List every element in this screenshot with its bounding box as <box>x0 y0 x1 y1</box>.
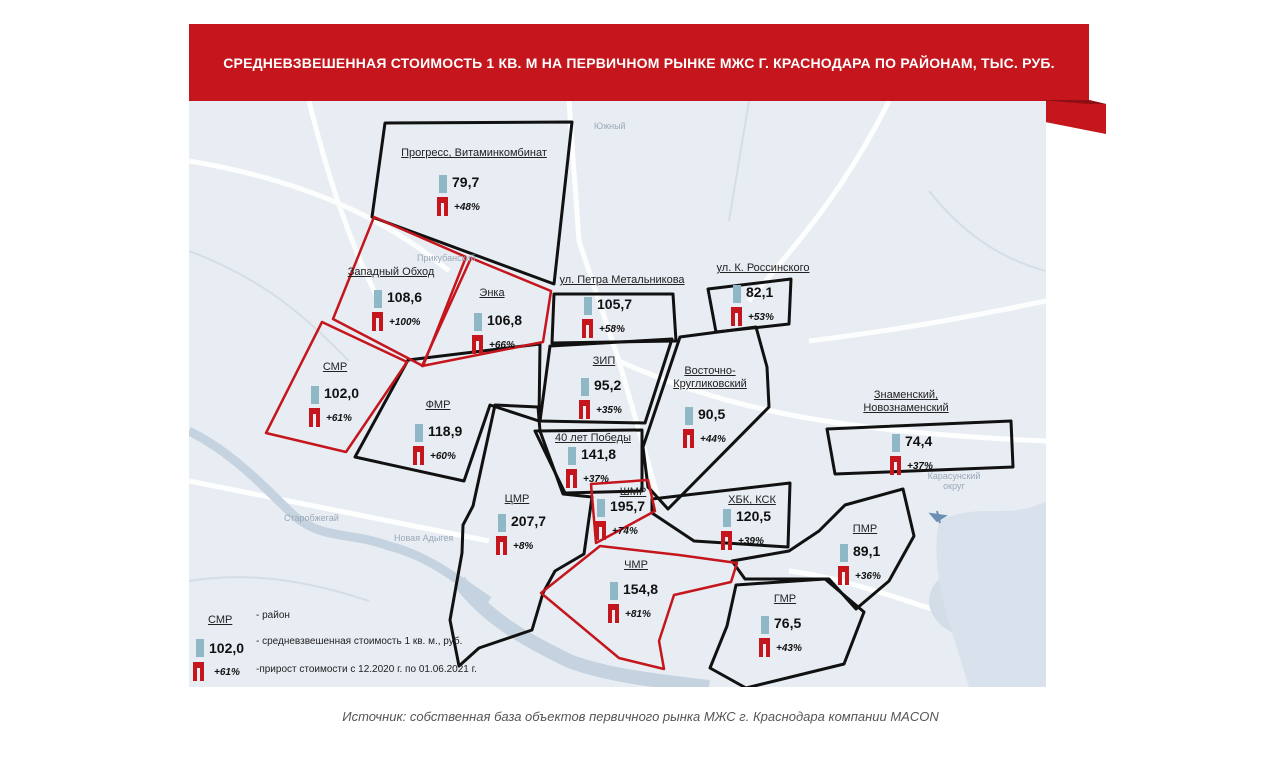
district-9-name: 40 лет Победы <box>555 432 631 444</box>
district-6-value-bar <box>581 378 589 396</box>
district-10-value-bar <box>892 434 900 452</box>
banner-ribbon-tail <box>1040 100 1110 136</box>
district-3-growth: +58% <box>599 324 625 335</box>
district-15-growth-arrow-icon <box>607 604 620 623</box>
district-6-name: ЗИП <box>592 355 616 367</box>
district-0-value: 79,7 <box>452 174 480 190</box>
district-5-value: 102,0 <box>324 385 360 401</box>
legend-value-bar <box>196 639 204 657</box>
district-13-value-bar <box>723 509 731 527</box>
district-10-growth-arrow-icon <box>889 456 902 475</box>
karasun-label: Карасунский округ <box>927 471 981 491</box>
district-2-value: 106,8 <box>487 312 523 328</box>
district-1-name: Западный Обход <box>347 266 435 278</box>
district-1-value: 108,6 <box>387 289 423 305</box>
district-13-value: 120,5 <box>736 508 772 524</box>
district-3-growth-arrow-icon <box>581 319 594 338</box>
district-0-growth-arrow-icon <box>436 197 449 216</box>
district-3-name: ул. Петра Метальникова <box>559 274 685 286</box>
district-4-growth: +53% <box>748 312 774 323</box>
district-7-value-bar <box>685 407 693 425</box>
district-11-growth: +74% <box>612 526 638 537</box>
district-13-growth: +39% <box>738 536 764 547</box>
district-2-growth: +66% <box>489 340 515 351</box>
district-12-value-bar <box>498 514 506 532</box>
district-5-name: СМР <box>322 361 348 373</box>
district-2-growth-arrow-icon <box>471 335 484 354</box>
district-16-growth: +43% <box>776 643 802 654</box>
district-7-growth: +44% <box>700 434 726 445</box>
district-12-value: 207,7 <box>511 513 547 529</box>
district-10-growth: +37% <box>907 461 933 472</box>
district-3-value: 105,7 <box>597 296 633 312</box>
district-8-name: ФМР <box>425 399 451 411</box>
district-2-value-bar <box>474 313 482 331</box>
district-4-value: 82,1 <box>746 284 774 300</box>
legend-label-district: - район <box>256 610 290 621</box>
district-map <box>189 101 1046 687</box>
district-16-value: 76,5 <box>774 615 802 631</box>
district-11-name: ШМР <box>619 486 647 498</box>
district-11-value: 195,7 <box>610 498 646 514</box>
district-15-growth: +81% <box>625 609 651 620</box>
district-1-value-bar <box>374 290 382 308</box>
district-12-name: ЦМР <box>504 493 530 505</box>
starobzhegai-label: Старобжегай <box>284 513 339 523</box>
district-6-growth: +35% <box>596 405 622 416</box>
district-15-name: ЧМР <box>624 559 648 571</box>
district-15-value-bar <box>610 582 618 600</box>
district-11-value-bar <box>597 499 605 517</box>
district-6-value: 95,2 <box>594 377 622 393</box>
chart-title: СРЕДНЕВЗВЕШЕННАЯ СТОИМОСТЬ 1 КВ. М НА ПЕРВИЧНОМ РЫНКЕ МЖС Г. КРАСНОДАРА ПО РАЙОНАМ, ТЫС. РУБ. <box>223 54 1055 71</box>
district-1-growth-arrow-icon <box>371 312 384 331</box>
district-14-value-bar <box>840 544 848 562</box>
district-8-value: 118,9 <box>428 423 463 439</box>
district-10-name: Знаменский, Новознаменский <box>863 389 949 414</box>
district-15-value: 154,8 <box>623 581 659 597</box>
district-5-growth-arrow-icon <box>308 408 321 427</box>
source-note: Источник: собственная база объектов первичного рынка МЖС г. Краснодара компании MACON <box>342 709 939 724</box>
district-9-value-bar <box>568 447 576 465</box>
district-outline-pmr <box>732 489 914 609</box>
legend-value: 102,0 <box>209 640 245 656</box>
district-9-growth-arrow-icon <box>565 469 578 488</box>
district-3-value-bar <box>584 297 592 315</box>
district-7-value: 90,5 <box>698 406 726 422</box>
district-4-value-bar <box>733 285 741 303</box>
district-8-growth-arrow-icon <box>412 446 425 465</box>
legend-growth: +61% <box>214 667 240 678</box>
district-4-growth-arrow-icon <box>730 307 743 326</box>
district-11-growth-arrow-icon <box>594 521 607 540</box>
district-0-value-bar <box>439 175 447 193</box>
district-0-growth: +48% <box>454 202 480 213</box>
yuzhny-label: Южный <box>594 121 626 131</box>
district-9-value: 141,8 <box>581 446 617 462</box>
novaya-adygeya-label: Новая Адыгея <box>394 533 454 543</box>
district-8-value-bar <box>415 424 423 442</box>
district-7-growth-arrow-icon <box>682 429 695 448</box>
district-0-name: Прогресс, Витаминкомбинат <box>401 147 547 159</box>
district-8-growth: +60% <box>430 451 456 462</box>
district-14-name: ПМР <box>852 523 878 535</box>
district-12-growth-arrow-icon <box>495 536 508 555</box>
district-14-growth-arrow-icon <box>837 566 850 585</box>
district-16-name: ГМР <box>773 593 797 605</box>
district-5-growth: +61% <box>326 413 352 424</box>
district-10-value: 74,4 <box>905 433 933 449</box>
district-12-growth: +8% <box>513 541 534 552</box>
district-14-growth: +36% <box>855 571 881 582</box>
district-16-growth-arrow-icon <box>758 638 771 657</box>
district-13-name: ХБК, КСК <box>728 494 776 506</box>
legend-growth-arrow-icon <box>192 662 205 681</box>
district-16-value-bar <box>761 616 769 634</box>
legend-label-growth: -прирост стоимости с 12.2020 г. по 01.06.2021 г. <box>256 664 477 675</box>
district-4-name: ул. К. Россинского <box>716 262 810 274</box>
district-6-growth-arrow-icon <box>578 400 591 419</box>
district-1-growth: +100% <box>389 317 421 328</box>
legend-label-value: - средневзвешенная стоимость 1 кв. м., руб. <box>256 636 463 647</box>
district-5-value-bar <box>311 386 319 404</box>
district-14-value: 89,1 <box>853 543 881 559</box>
district-13-growth-arrow-icon <box>720 531 733 550</box>
prikubansky-label: Прикубанский <box>417 253 476 263</box>
district-7-name: Восточно-Кругликовский <box>673 365 747 390</box>
district-2-name: Энка <box>479 287 505 299</box>
district-9-growth: +37% <box>583 474 609 485</box>
legend-district-name: СМР <box>208 614 233 626</box>
